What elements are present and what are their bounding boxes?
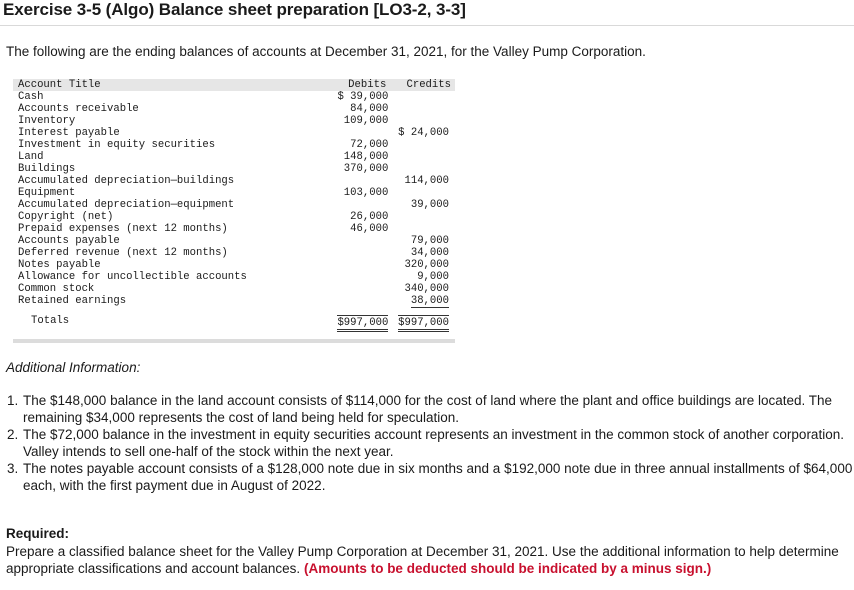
credit-cell (392, 163, 455, 175)
account-cell-value: Common stock (18, 283, 95, 295)
debit-cell (301, 223, 393, 235)
table-row (13, 295, 455, 311)
account-cell-value: Land (18, 151, 44, 163)
table-header-row (13, 79, 455, 91)
table-row (13, 283, 455, 295)
table-row (13, 151, 455, 163)
credit-cell (392, 187, 455, 199)
account-cell (13, 295, 301, 311)
additional-info-item-2: 2. The $72,000 balance in the investment in equity securities account represents an investment in the common stock of another corporation. Valley intends to sell one-half of the stock within the next year. (22, 426, 854, 460)
header-account-title: Account Title (13, 79, 301, 91)
table-row (13, 259, 455, 271)
table-row (13, 247, 455, 259)
table-row (13, 139, 455, 151)
debit-cell-value: 370,000 (343, 163, 389, 175)
credit-cell-value: $ 24,000 (398, 127, 449, 139)
trial-balance-table (13, 79, 455, 343)
debit-cell-value: 72,000 (350, 139, 389, 151)
credit-cell (392, 151, 455, 163)
account-cell (13, 151, 301, 163)
required-text (6, 543, 851, 577)
credit-cell (392, 259, 455, 271)
totals-label-cell (13, 311, 301, 332)
account-cell-value: Accounts receivable (18, 103, 139, 115)
credit-cell (392, 175, 455, 187)
debit-cell (301, 271, 393, 283)
account-cell (13, 127, 301, 139)
account-cell (13, 283, 301, 295)
table-row (13, 211, 455, 223)
account-cell (13, 187, 301, 199)
additional-info-item-3: 3. The notes payable account consists of a $128,000 note due in six months and a $192,000 note due in three annual installments of $64,000 each, with the first payment due in August of 2022. (22, 460, 854, 494)
debit-cell (301, 211, 393, 223)
table-row (13, 91, 455, 103)
credit-cell (392, 247, 455, 259)
debit-cell (301, 151, 393, 163)
credit-cell (392, 115, 455, 127)
credit-cell (392, 199, 455, 211)
debit-cell-value: 109,000 (343, 115, 389, 127)
debit-cell (301, 127, 393, 139)
table-row (13, 223, 455, 235)
account-cell (13, 115, 301, 127)
debit-cell (301, 163, 393, 175)
intro-text: The following are the ending balances of accounts at December 31, 2021, for the Valley Pump Corporation. (6, 44, 646, 59)
credit-cell (392, 223, 455, 235)
debit-cell (301, 115, 393, 127)
table-row (13, 187, 455, 199)
credit-cell (392, 91, 455, 103)
account-cell (13, 223, 301, 235)
totals-credit-cell (392, 311, 455, 332)
table-row (13, 115, 455, 127)
table-row (13, 199, 455, 211)
credit-cell-value: 9,000 (417, 271, 449, 283)
account-cell-value: Retained earnings (18, 295, 127, 307)
table-row (13, 175, 455, 187)
header-credits: Credits (392, 79, 455, 91)
debit-cell (301, 175, 393, 187)
account-cell-value: Accumulated depreciation—buildings (18, 175, 235, 187)
debit-cell-value: 26,000 (350, 211, 389, 223)
debit-cell-value: 148,000 (343, 151, 389, 163)
account-cell-value: Prepaid expenses (next 12 months) (18, 223, 228, 235)
credit-cell (392, 283, 455, 295)
account-cell (13, 271, 301, 283)
credit-cell (392, 295, 455, 311)
credit-cell (392, 235, 455, 247)
table-row (13, 127, 455, 139)
debit-cell (301, 295, 393, 311)
table-row (13, 235, 455, 247)
credit-cell-value: 114,000 (404, 175, 449, 187)
debit-cell (301, 139, 393, 151)
debit-cell (301, 199, 393, 211)
account-cell-value: Accumulated depreciation—equipment (18, 199, 235, 211)
account-cell-value: Inventory (18, 115, 76, 127)
credit-cell-value: 320,000 (404, 259, 449, 271)
account-cell (13, 247, 301, 259)
account-cell (13, 259, 301, 271)
exercise-title: Exercise 3-5 (Algo) Balance sheet preparation [LO3-2, 3-3] (3, 0, 466, 19)
account-cell-value: Accounts payable (18, 235, 120, 247)
credit-cell-value: 79,000 (410, 235, 449, 247)
account-cell (13, 199, 301, 211)
credit-cell-value: 38,000 (410, 295, 449, 307)
totals-debit-cell (301, 311, 393, 332)
required-label: Required: (6, 526, 70, 541)
debit-cell (301, 247, 393, 259)
account-cell (13, 103, 301, 115)
totals-debit: $997,000 (337, 315, 388, 332)
debit-cell-value: 46,000 (350, 223, 389, 235)
table-row (13, 163, 455, 175)
table-row (13, 271, 455, 283)
credit-cell (392, 139, 455, 151)
totals-row (13, 311, 455, 332)
credit-cell-value: 39,000 (410, 199, 449, 211)
account-cell-value: Investment in equity securities (18, 139, 216, 151)
account-cell-value: Allowance for uncollectible accounts (18, 271, 247, 283)
required-note: (Amounts to be deducted should be indicated by a minus sign.) (303, 561, 712, 576)
table-bottom-bar (13, 339, 455, 343)
totals-credit: $997,000 (398, 315, 449, 332)
header-debits: Debits (301, 79, 393, 91)
account-cell (13, 91, 301, 103)
debit-cell (301, 235, 393, 247)
account-cell-value: Deferred revenue (next 12 months) (18, 247, 228, 259)
credit-cell (392, 127, 455, 139)
debit-cell-value: 84,000 (350, 103, 389, 115)
additional-info-list (5, 392, 854, 494)
debit-cell-value: 103,000 (343, 187, 389, 199)
account-cell-value: Copyright (net) (18, 211, 114, 223)
account-cell-value: Buildings (18, 163, 76, 175)
account-cell-value: Cash (18, 91, 44, 103)
account-cell-value: Notes payable (18, 259, 101, 271)
account-cell-value: Interest payable (18, 127, 120, 139)
account-cell (13, 139, 301, 151)
account-cell-value: Equipment (18, 187, 76, 199)
additional-info-title: Additional Information: (6, 360, 141, 375)
debit-cell (301, 103, 393, 115)
debit-cell-value: $ 39,000 (337, 91, 389, 103)
additional-info-item-1: 1. The $148,000 balance in the land account consists of $114,000 for the cost of land where the plant and office buildings are located. The remaining $34,000 represents the cost of land being held for speculation. (22, 392, 854, 426)
table-row (13, 103, 455, 115)
credit-cell (392, 103, 455, 115)
account-cell (13, 235, 301, 247)
required-instruction: Prepare a classified balance sheet for the Valley Pump Corporation at December 31, 2021. Use the additional information to help determine appropriate classifications and account balances. (6, 544, 839, 576)
account-cell (13, 163, 301, 175)
credit-cell (392, 271, 455, 283)
credit-cell-value: 340,000 (404, 283, 449, 295)
account-cell (13, 175, 301, 187)
debit-cell (301, 259, 393, 271)
debit-cell (301, 187, 393, 199)
totals-label: Totals (31, 315, 70, 327)
debit-cell (301, 91, 393, 103)
debit-cell (301, 283, 393, 295)
credit-cell-value: 34,000 (410, 247, 449, 259)
title-divider (0, 25, 854, 26)
account-cell (13, 211, 301, 223)
credit-cell (392, 211, 455, 223)
